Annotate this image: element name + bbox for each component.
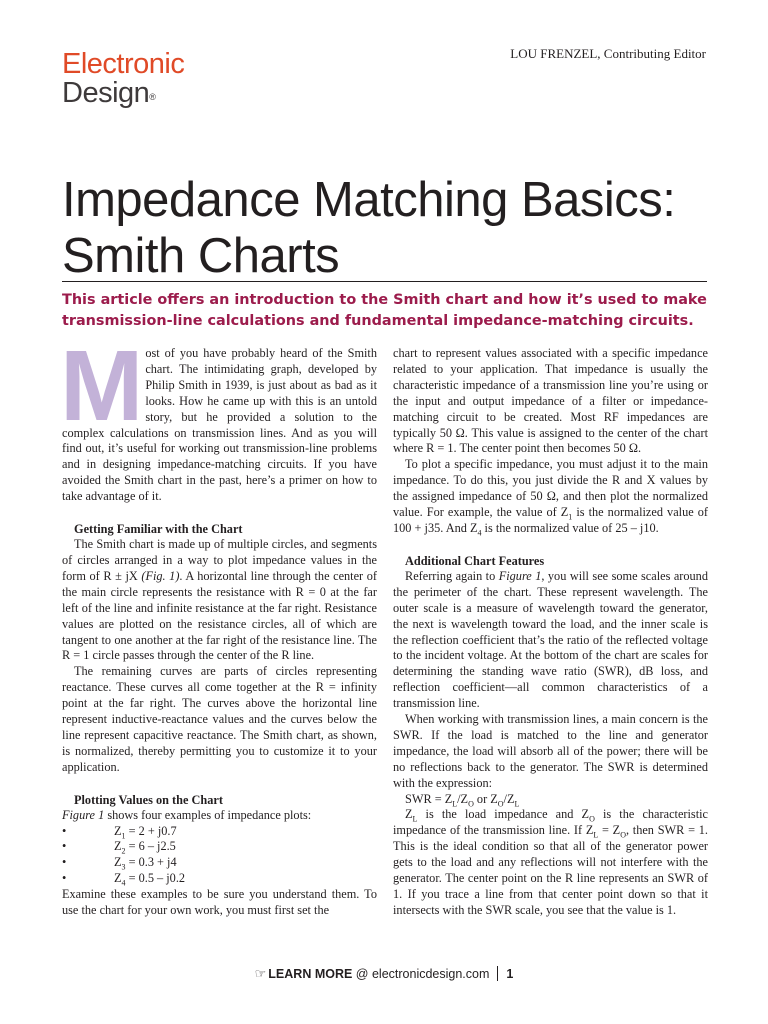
figure-reference: Figure 1 (498, 568, 542, 583)
article-title: Impedance Matching Basics: Smith Charts (62, 173, 676, 283)
logo-word-design: Design® (62, 77, 156, 109)
brand-logo[interactable] (62, 50, 184, 112)
left-column (60, 330, 377, 919)
body-paragraph: Referring again to Figure 1, you will see some scales around the perimeter of the chart. These represent wavelength. The outer scale is a measure of wavelength toward the generator, the next is wavelength toward the load, and the inner scale is the reflection coefficient that’s the ratio of the reflected voltage to the incident voltage. At the bottom of the chart are scales for determining the standing wave ratio (SWR), dB loss, and reflection coefficient—all common characteristics of a transmission line. (393, 568, 708, 711)
section-heading-getting-familiar: Getting Familiar with the Chart (74, 522, 243, 537)
intro-paragraph: Most of you have probably heard of the Smith chart. The intimidating graph, developed by Philip Smith in 1939, is just about as bad as it looks. How he came up with this is an untold story, but he provided a solution to the complex calculations on transmission lines. And as you will find out, it’s useful for working out transmission-line problems and in designing impedance-matching circuits. If you have avoided the Smith chart in the past, here’s a primer on how to take advantage of it. (60, 330, 377, 504)
section-heading-plotting-values: Plotting Values on the Chart (74, 792, 223, 807)
article-dek: This article offers an introduction to the Smith chart and how it’s used to make transmission-line calculations and fundamental impedance-matching circuits. (62, 292, 707, 329)
learn-more-label[interactable]: LEARN MORE (268, 967, 353, 981)
body-paragraph: chart to represent values associated with a specific impedance related to your application. That impedance is usually the characteristic impedance of a transmission line you’re using or the input and output impedance of a filter or impedance-matching circuit to be created. Most RF impedances are typically 50 Ω. This value is assigned to the center of the chart where R = 1. The center point then becomes 50 Ω. (393, 346, 708, 456)
spacer (393, 537, 708, 553)
drop-cap: M (60, 330, 144, 442)
pointing-hand-icon: ☞ (254, 966, 267, 981)
body-paragraph: Figure 1 shows four examples of impedance plots: (62, 807, 312, 822)
figure-reference: (Fig. 1) (141, 568, 180, 583)
footer-divider (497, 966, 498, 981)
page-number: 1 (506, 967, 514, 981)
title-divider (62, 281, 707, 282)
list-item: • $Z_1 = 2 + j0.7$ (62, 823, 177, 841)
body-paragraph: Examine these examples to be sure you understand them. To use the chart for your own work, you must first set the (62, 887, 377, 918)
list-item: • $Z_2 = 6 - j2.5$ (62, 839, 176, 856)
body-paragraph: $Z_L$ is the load impedance and $Z_O$ is the characteristic impedance of the transmission line. If $Z_L = Z_O$, then SWR = 1. This is the ideal condition so that all of the generator power gets to the load and any reflections will not interfere with the generator. The center point on the R line represents an SWR of 1. If you trace a line from that center point down so that it intersects with the SWR scale, you see that the value is 1. (393, 807, 708, 917)
body-paragraph: The Smith chart is made up of multiple circles, and segments of circles arranged in a way to plot impedance values in the form of R ± jX (Fig. 1). A horizontal line through the center of the main circle represents the resistance with R = 0 at the far left of the line and infinite resistance at the far right. Resistance values are plotted on the resistance circles, all of which are tangent to one another at the far right of the resistance line. The R = 1 circle passes through the center of the R line. (62, 537, 377, 663)
registered-mark: ® (149, 92, 156, 102)
figure-reference: Figure 1 (62, 807, 105, 822)
body-paragraph: To plot a specific impedance, you must adjust it to the main impedance. To do this, you just divide the R and X values by the assigned impedance of 50 Ω, and then plot the normalized value. For example, the value of $Z_1$ is the normalized value of 100 + j35. And $Z_4$ is the normalized value of 25 – j10. (393, 457, 708, 538)
section-heading-additional-features: Additional Chart Features (405, 553, 545, 568)
list-item: • $Z_4 = 0.5 - j0.2$ (62, 871, 186, 888)
impedance-examples-list (62, 824, 377, 888)
body-paragraph: The remaining curves are parts of circles representing reactance. These curves all come together at the R = infinity point at the far right. The curves above the horizontal line represent inductive-reactance values and the curves below the line represent capacitive reactance. The Smith chart, as shown, is normalized, thereby permitting you to customize it to your application. (62, 664, 377, 774)
logo-word-electronic: Electronic (62, 48, 185, 80)
page-footer: ☞ LEARN MORE @ electronicdesign.com 1 (254, 966, 514, 981)
right-column (393, 346, 708, 919)
site-link[interactable]: electronicdesign.com (371, 967, 490, 981)
byline: LOU FRENZEL, Contributing Editor (510, 46, 706, 61)
swr-equation: SWR = $Z_L/Z_O$ or $Z_O/Z_L$ (405, 791, 520, 809)
list-item: • $Z_3 = 0.3 + j4$ (62, 855, 177, 872)
body-paragraph: When working with transmission lines, a main concern is the SWR. If the load is matched to the line and generator impedance, the load will absorb all of the power; there will be no reflections back to the generator. The SWR is determined with the expression: (393, 712, 708, 790)
